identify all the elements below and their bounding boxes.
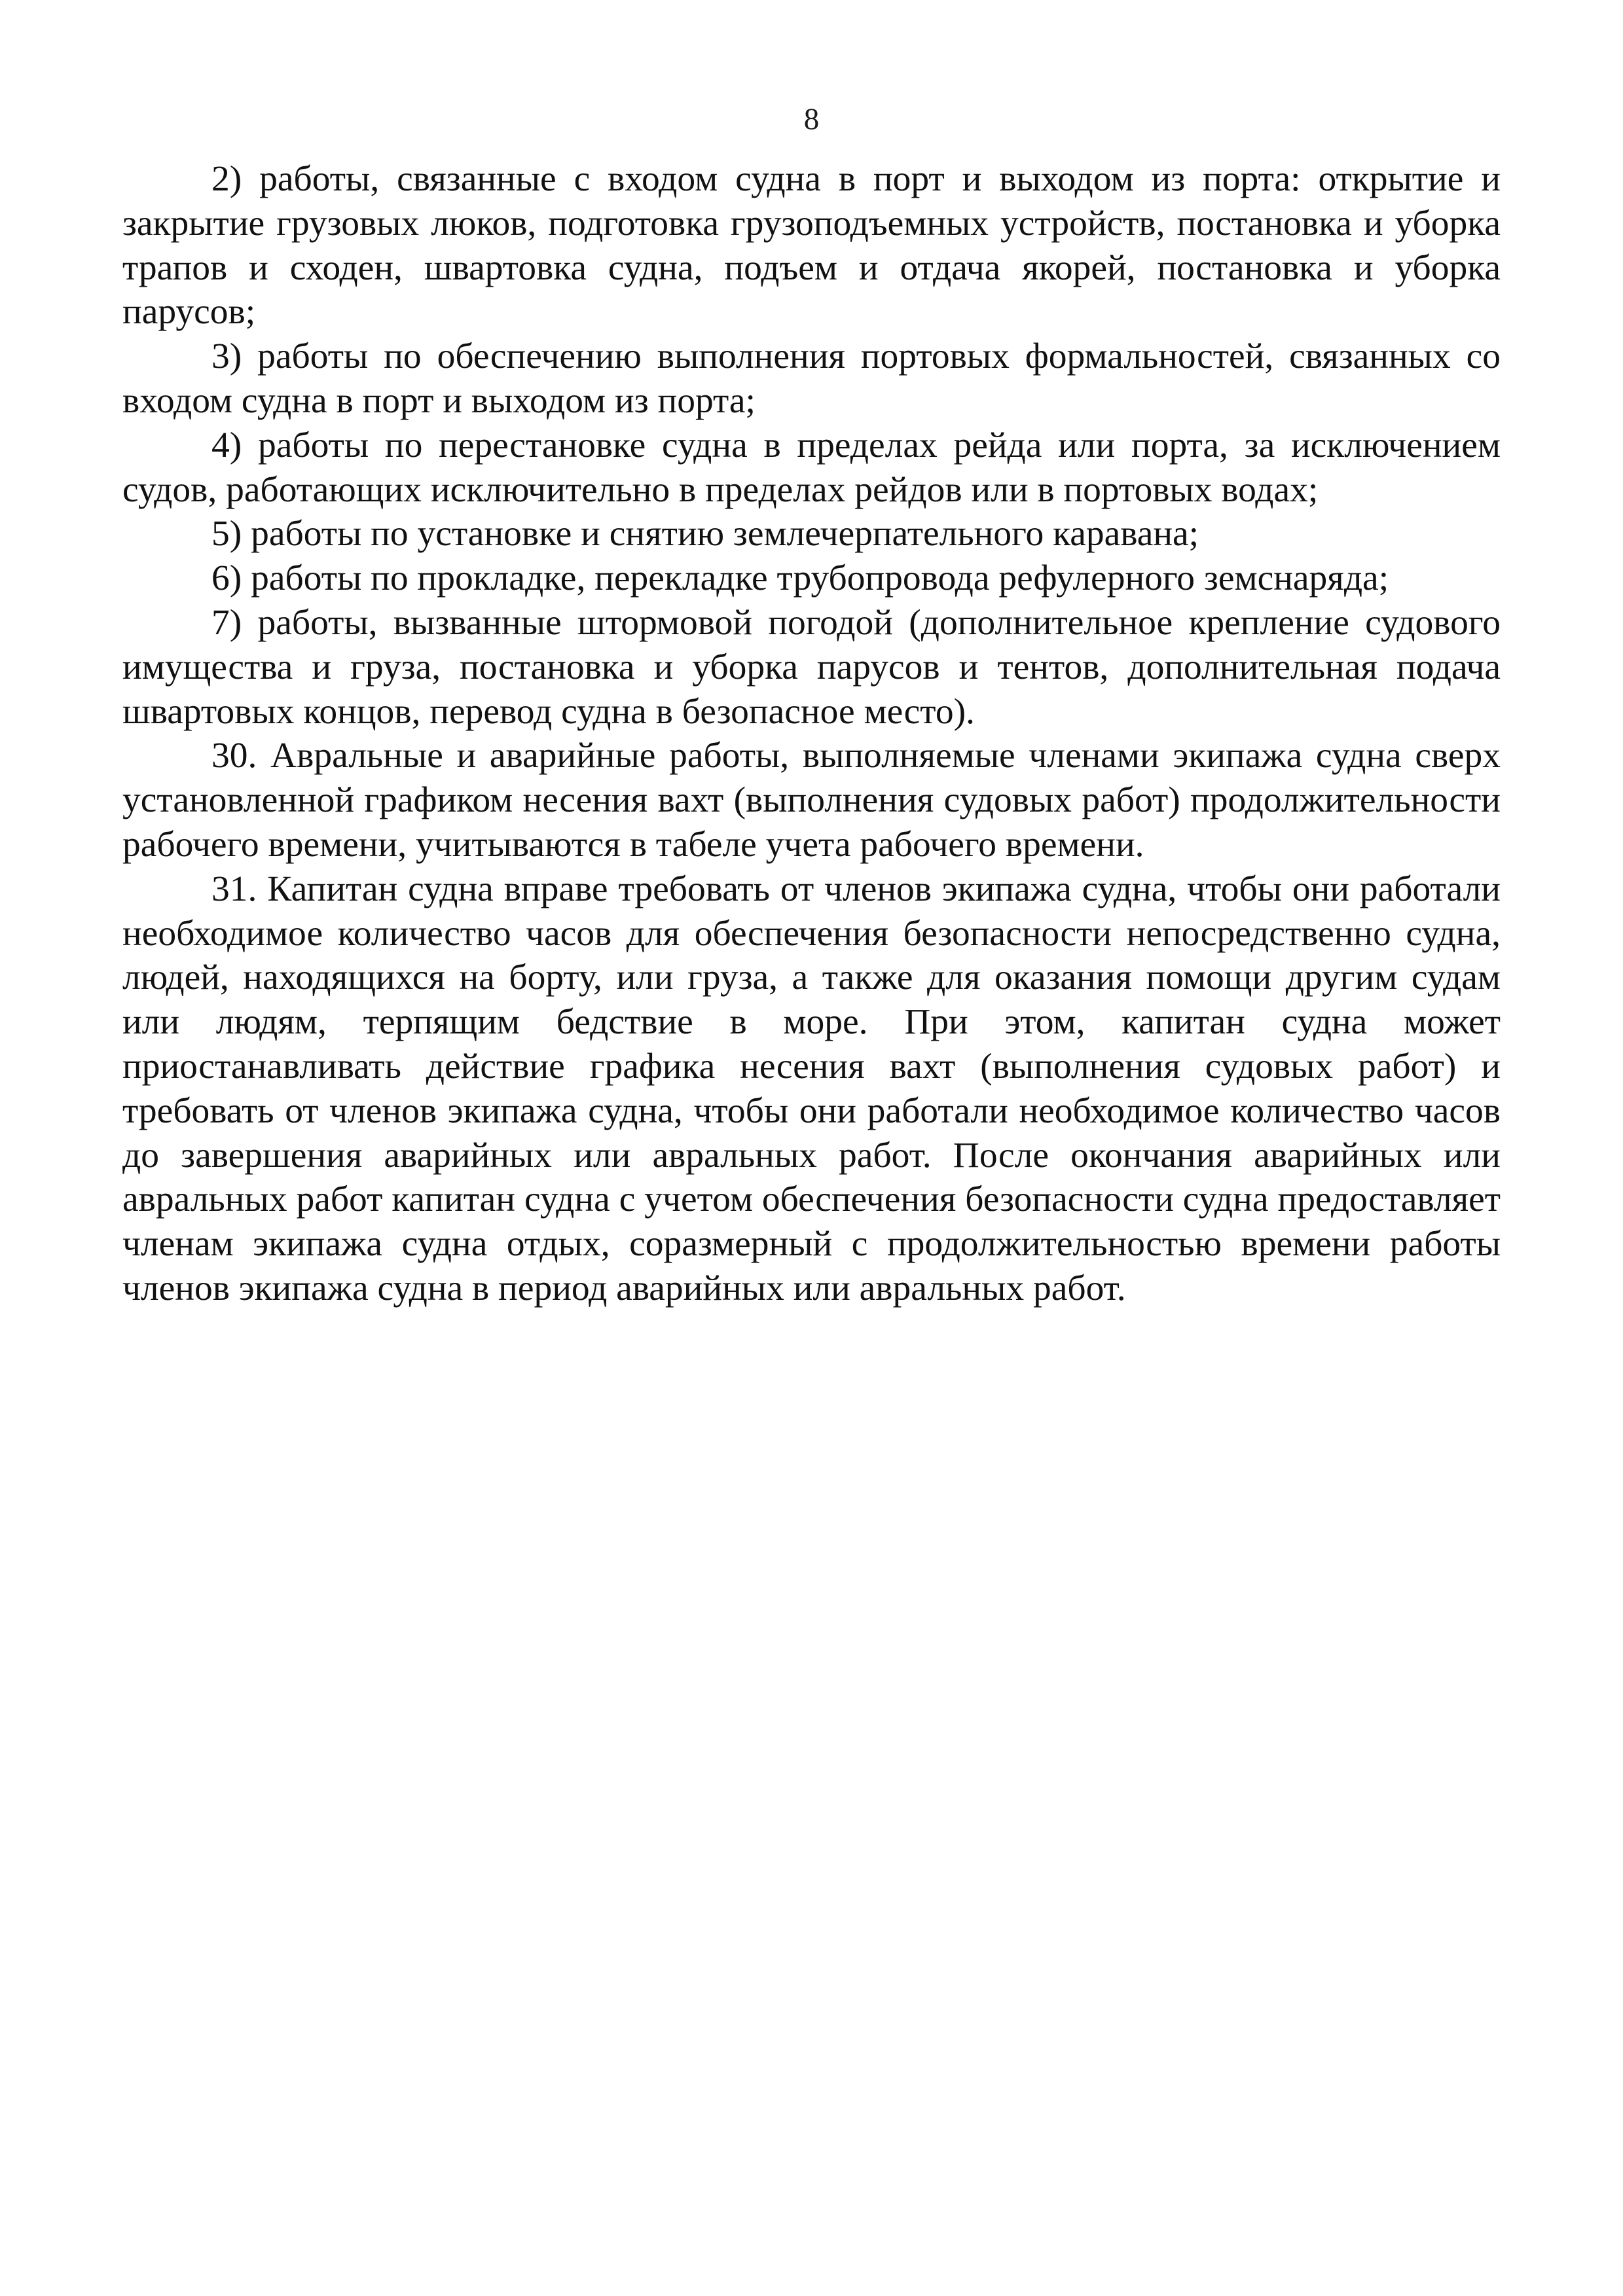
list-item-5: 5) работы по установке и снятию землечерпательного каравана;: [211, 514, 1199, 554]
document-body: [122, 157, 1501, 1311]
clause-30: 30. Авральные и аварийные работы, выполняемые членами экипажа судна сверх установленной графиком несения вахт (выполнения судовых работ) продолжительности рабочего времени, учитываются в табеле учета рабочего времени.: [122, 736, 1501, 865]
list-item-3: 3) работы по обеспечению выполнения портовых формальностей, связанных со входом судна в порт и выходом из порта;: [122, 336, 1501, 421]
list-item-2: 2) работы, связанные с входом судна в порт и выходом из порта: открытие и закрытие грузовых люков, подготовка грузоподъемных устройств, постановка и уборка трапов и сходен, швартовка судна, подъем и отдача якорей, постановка и уборка парусов;: [122, 159, 1501, 332]
list-item-6: 6) работы по прокладке, перекладке трубопровода рефулерного земснаряда;: [211, 558, 1389, 599]
list-item-7: 7) работы, вызванные штормовой погодой (дополнительное крепление судового имущества и груза, постановка и уборка парусов и тентов, дополнительная подача швартовых концов, перевод судна в безопасное место).: [122, 602, 1501, 732]
list-item-4: 4) работы по перестановке судна в пределах рейда или порта, за исключением судов, работающих исключительно в пределах рейдов или в портовых водах;: [122, 425, 1501, 510]
clause-31: 31. Капитан судна вправе требовать от членов экипажа судна, чтобы они работали необходимое количество часов для обеспечения безопасности непосредственно судна, людей, находящихся на борту, или груза, а также для оказания помощи другим судам или людям, терпящим бедствие в море. При этом, капитан судна может приостанавливать действие графика несения вахт (выполнения судовых работ) и требовать от членов экипажа судна, чтобы они работали необходимое количество часов до завершения аварийных или авральных работ. После окончания аварийных или авральных работ капитан судна с учетом обеспечения безопасности судна предоставляет членам экипажа судна отдых, соразмерный с продолжительностью времени работы членов экипажа судна в период аварийных или авральных работ.: [122, 869, 1501, 1308]
page-number: 8: [803, 102, 820, 136]
